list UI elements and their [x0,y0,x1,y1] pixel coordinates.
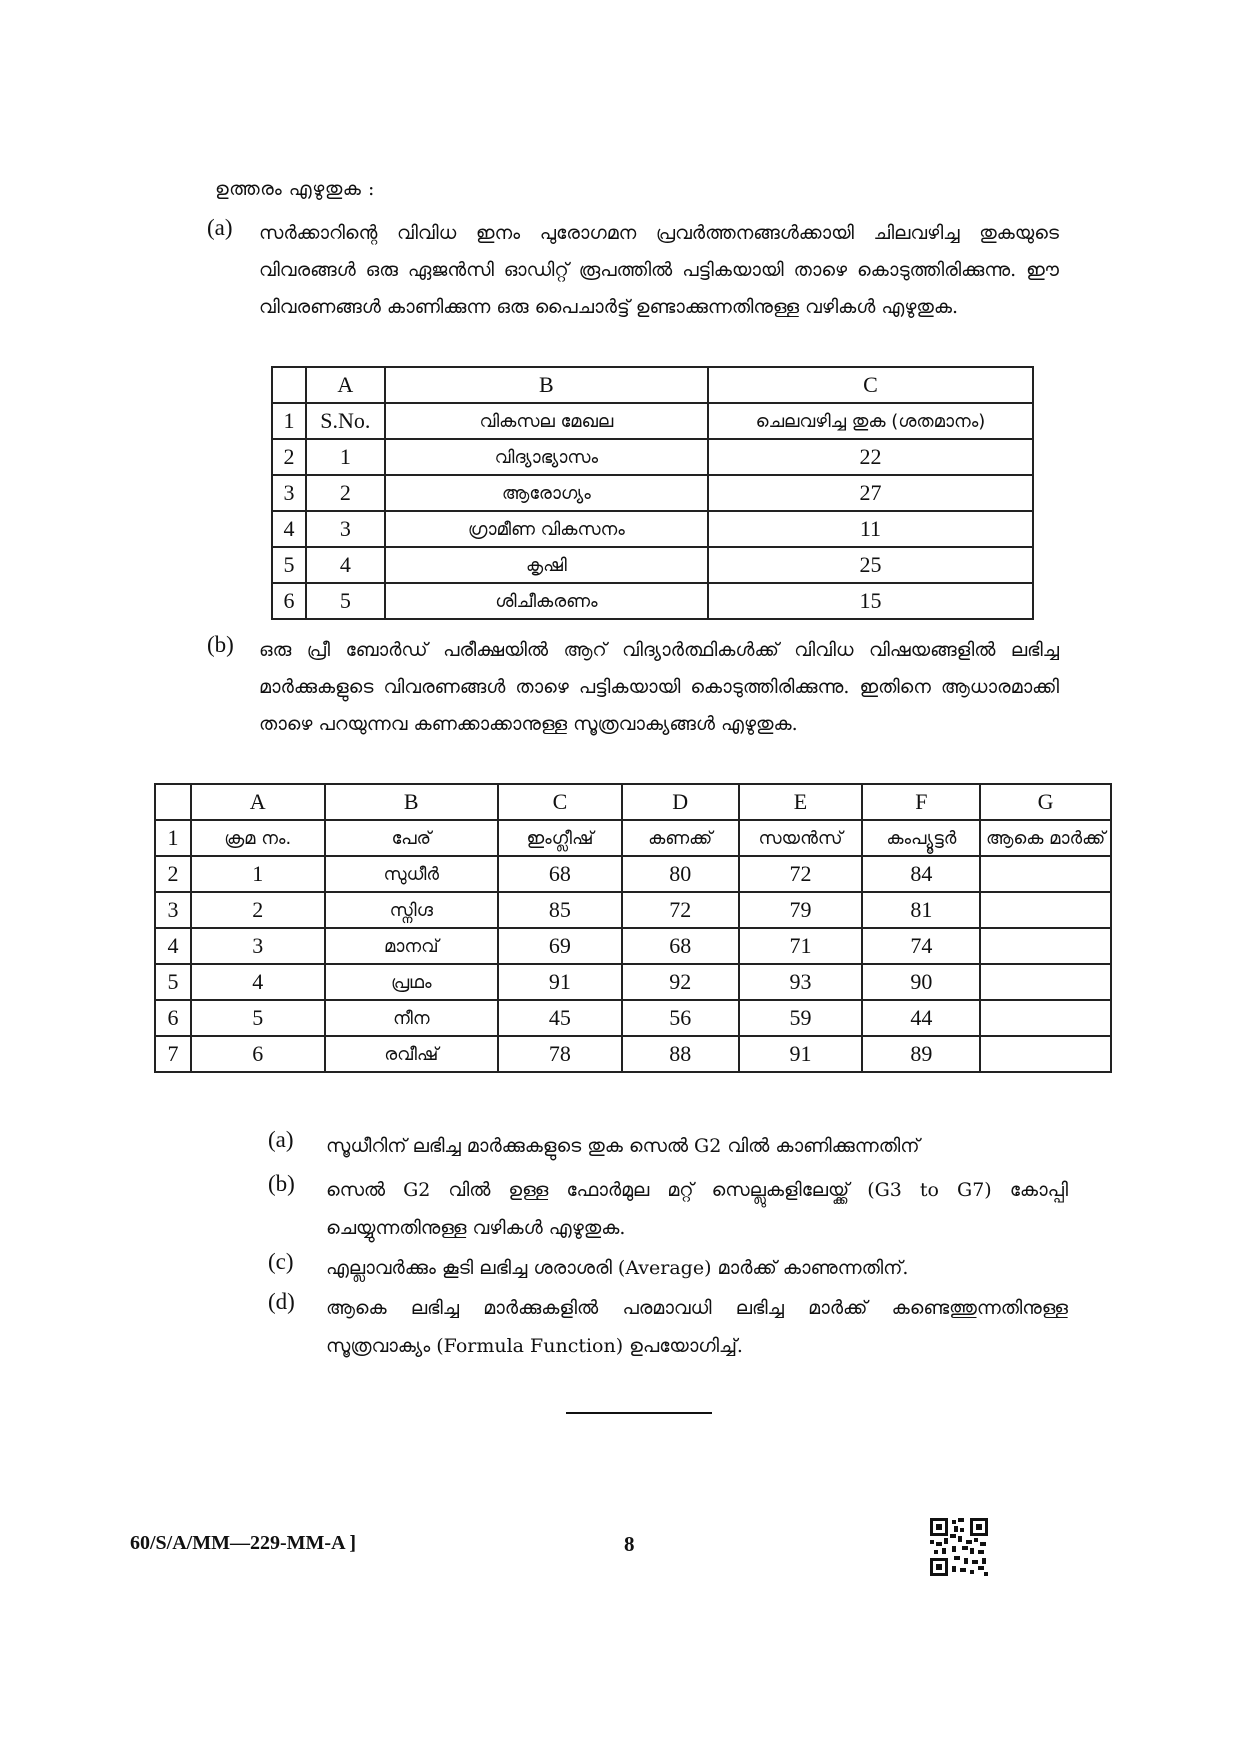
expenditure-table-row [272,475,1033,511]
expenditure-table-body [272,367,1033,619]
marks-table-row-number: 3 [155,892,191,928]
marks-table-column-letter: G [980,784,1111,820]
marks-table-cell [980,1000,1111,1036]
marks-table-cell: 91 [739,1036,863,1072]
marks-table-cell: 89 [862,1036,980,1072]
expenditure-table-cell: വിദ്യാഭ്യാസം [385,439,708,475]
marks-table-cell: ക്രമ നം. [191,820,325,856]
marks-table-cell: 79 [739,892,863,928]
marks-table-row-number: 5 [155,964,191,1000]
marks-table-row [155,856,1111,892]
expenditure-table-corner-cell [272,367,306,403]
expenditure-table [271,366,1034,620]
marks-table-column-letter: A [191,784,325,820]
page-number: 8 [624,1532,635,1556]
marks-table-cell: 74 [862,928,980,964]
marks-table-cell: 68 [498,856,622,892]
sub-question-c-text: എല്ലാവർക്കും കൂടി ലഭിച്ച ശരാശരി (Average) മാർക്ക് കാണുന്നതിന്. [326,1257,909,1279]
expenditure-table-row [272,439,1033,475]
marks-table-cell: 78 [498,1036,622,1072]
question-a [207,215,1067,326]
marks-table-cell: 85 [498,892,622,928]
expenditure-table-column-letters [272,367,1033,403]
marks-table-body [155,784,1111,1072]
marks-table-cell: 72 [622,892,739,928]
marks-table-row-number: 6 [155,1000,191,1036]
expenditure-table-row [272,403,1033,439]
marks-table-row-number: 7 [155,1036,191,1072]
marks-table-cell: 56 [622,1000,739,1036]
expenditure-table-row [272,547,1033,583]
marks-table-cell: 88 [622,1036,739,1072]
paper-code: 60/S/A/MM—229-MM-A ] [130,1532,357,1554]
marks-table-cell: കണക്ക് [622,820,739,856]
expenditure-table-cell: ശിചീകരണം [385,583,708,619]
sub-question-c-label: (c) [268,1249,294,1274]
expenditure-table-cell: 11 [708,511,1033,547]
expenditure-table-row-number: 6 [272,583,306,619]
marks-table-cell [980,892,1111,928]
marks-table-cell [980,964,1111,1000]
sub-question-a [268,1127,1068,1165]
question-b [207,632,1067,743]
marks-table-cell: 92 [622,964,739,1000]
expenditure-table-cell: 3 [306,511,385,547]
marks-table-column-letter: C [498,784,622,820]
marks-table-cell: സ്നിഗ്ദ [325,892,499,928]
expenditure-table-row-number: 2 [272,439,306,475]
question-b-label: (b) [207,632,234,657]
marks-table-cell: 2 [191,892,325,928]
expenditure-table-row [272,511,1033,547]
expenditure-table-cell: 5 [306,583,385,619]
marks-table-row [155,1036,1111,1072]
expenditure-table-row-number: 1 [272,403,306,439]
marks-table-row [155,928,1111,964]
marks-table-cell: ഇംഗ്ലീഷ് [498,820,622,856]
question-a-text: സർക്കാറിന്റെ വിവിധ ഇനം പുരോഗമന പ്രവർത്തനങ്ങൾക്കായി ചിലവഴിച്ച തുകയുടെ വിവരങ്ങൾ ഒരു ഏജൻസി ഓഡിറ്റ് രൂപത്തിൽ പട്ടികയായി താഴെ കൊടുത്തിരിക്കുന്നു. ഈ വിവരണങ്ങൾ കാണിക്കുന്ന ഒരു പൈചാർട്ട് ഉണ്ടാക്കുന്നതിനുള്ള വഴികൾ എഴുതുക. [259,222,1059,318]
expenditure-table-row-number: 3 [272,475,306,511]
expenditure-table-column-letter: A [306,367,385,403]
marks-table-column-letter: B [325,784,499,820]
marks-table-cell: പ്രഥം [325,964,499,1000]
marks-table-cell: 84 [862,856,980,892]
sub-question-b-label: (b) [268,1171,295,1196]
marks-table-column-letter: F [862,784,980,820]
marks-table-corner-cell [155,784,191,820]
marks-table-cell: കംപ്യൂട്ടർ [862,820,980,856]
expenditure-table-cell: വികസല മേഖല [385,403,708,439]
marks-table-column-letter: D [622,784,739,820]
marks-table-cell: 91 [498,964,622,1000]
marks-table-cell: 59 [739,1000,863,1036]
marks-table-row [155,1000,1111,1036]
marks-table-cell: 90 [862,964,980,1000]
marks-table-cell: 45 [498,1000,622,1036]
marks-table-cell: 6 [191,1036,325,1072]
marks-table-cell: സുധീർ [325,856,499,892]
marks-table-cell: 69 [498,928,622,964]
expenditure-table-row-number: 5 [272,547,306,583]
marks-table-cell: സയൻസ് [739,820,863,856]
sub-question-b [268,1171,1068,1247]
marks-table-cell: നീന [325,1000,499,1036]
marks-table-cell: 3 [191,928,325,964]
expenditure-table-cell: 25 [708,547,1033,583]
expenditure-table-cell: 27 [708,475,1033,511]
sub-question-a-label: (a) [268,1127,294,1152]
marks-table-cell: 68 [622,928,739,964]
expenditure-table-cell: 15 [708,583,1033,619]
expenditure-table-cell: ആരോഗ്യം [385,475,708,511]
marks-table-cell: ആകെ മാർക്ക് [980,820,1111,856]
marks-table-cell: 72 [739,856,863,892]
expenditure-table-cell: 4 [306,547,385,583]
expenditure-table-cell: 22 [708,439,1033,475]
marks-table-cell: 81 [862,892,980,928]
marks-table-cell: 93 [739,964,863,1000]
instruction: ഉത്തരം എഴുതുക : [215,178,375,200]
marks-table-cell: 80 [622,856,739,892]
marks-table-row [155,892,1111,928]
marks-table-cell: 4 [191,964,325,1000]
marks-table [154,783,1112,1073]
expenditure-table-cell: ഗ്രാമീണ വികസനം [385,511,708,547]
marks-table-cell: മാനവ് [325,928,499,964]
marks-table-cell: 1 [191,856,325,892]
marks-table-cell: 5 [191,1000,325,1036]
sub-question-c [268,1249,1068,1287]
sub-question-d-text: ആകെ ലഭിച്ച മാർക്കുകളിൽ പരമാവധി ലഭിച്ച മാർക്ക് കണ്ടെത്തുന്നതിനുള്ള സൂത്രവാക്യം (Formula Function) ഉപയോഗിച്ച്. [326,1297,1068,1357]
expenditure-table-cell: കൃഷി [385,547,708,583]
expenditure-table-row [272,583,1033,619]
qr-code-icon [930,1518,988,1576]
expenditure-table-cell: S.No. [306,403,385,439]
expenditure-table-column-letter: B [385,367,708,403]
marks-table-cell [980,928,1111,964]
marks-table-row [155,820,1111,856]
marks-table-cell: രവീഷ് [325,1036,499,1072]
marks-table-cell [980,1036,1111,1072]
marks-table-cell [980,856,1111,892]
expenditure-table-cell: 1 [306,439,385,475]
sub-question-b-text: സെൽ G2 വിൽ ഉള്ള ഫോർമുല മറ്റ് സെല്ലുകളിലേയ്ക്ക് (G3 to G7) കോപ്പി ചെയ്യുന്നതിനുള്ള വഴികൾ എഴുതുക. [326,1179,1068,1239]
end-rule [566,1412,712,1414]
sub-question-d-label: (d) [268,1289,295,1314]
question-b-text: ഒരു പ്രീ ബോർഡ് പരീക്ഷയിൽ ആറ് വിദ്യാർത്ഥികൾക്ക് വിവിധ വിഷയങ്ങളിൽ ലഭിച്ച മാർക്കുകളുടെ വിവരണങ്ങൾ താഴെ പട്ടികയായി കൊടുത്തിരിക്കുന്നു. ഇതിനെ ആധാരമാക്കി താഴെ പറയുന്നവ കണക്കാക്കാനുള്ള സൂത്രവാക്യങ്ങൾ എഴുതുക. [259,639,1059,735]
expenditure-table-row-number: 4 [272,511,306,547]
marks-table-column-letter: E [739,784,863,820]
sub-question-d [268,1289,1068,1365]
marks-table-row-number: 1 [155,820,191,856]
expenditure-table-cell: 2 [306,475,385,511]
marks-table-row-number: 2 [155,856,191,892]
marks-table-row [155,964,1111,1000]
marks-table-cell: 71 [739,928,863,964]
question-a-label: (a) [207,215,233,240]
marks-table-row-number: 4 [155,928,191,964]
expenditure-table-column-letter: C [708,367,1033,403]
sub-question-a-text: സൂധീറിന് ലഭിച്ച മാർക്കുകളുടെ തുക സെൽ G2 വിൽ കാണിക്കുന്നതിന് [326,1135,920,1157]
marks-table-column-letters [155,784,1111,820]
marks-table-cell: പേര് [325,820,499,856]
expenditure-table-cell: ചെലവഴിച്ച തുക (ശതമാനം) [708,403,1033,439]
marks-table-cell: 44 [862,1000,980,1036]
